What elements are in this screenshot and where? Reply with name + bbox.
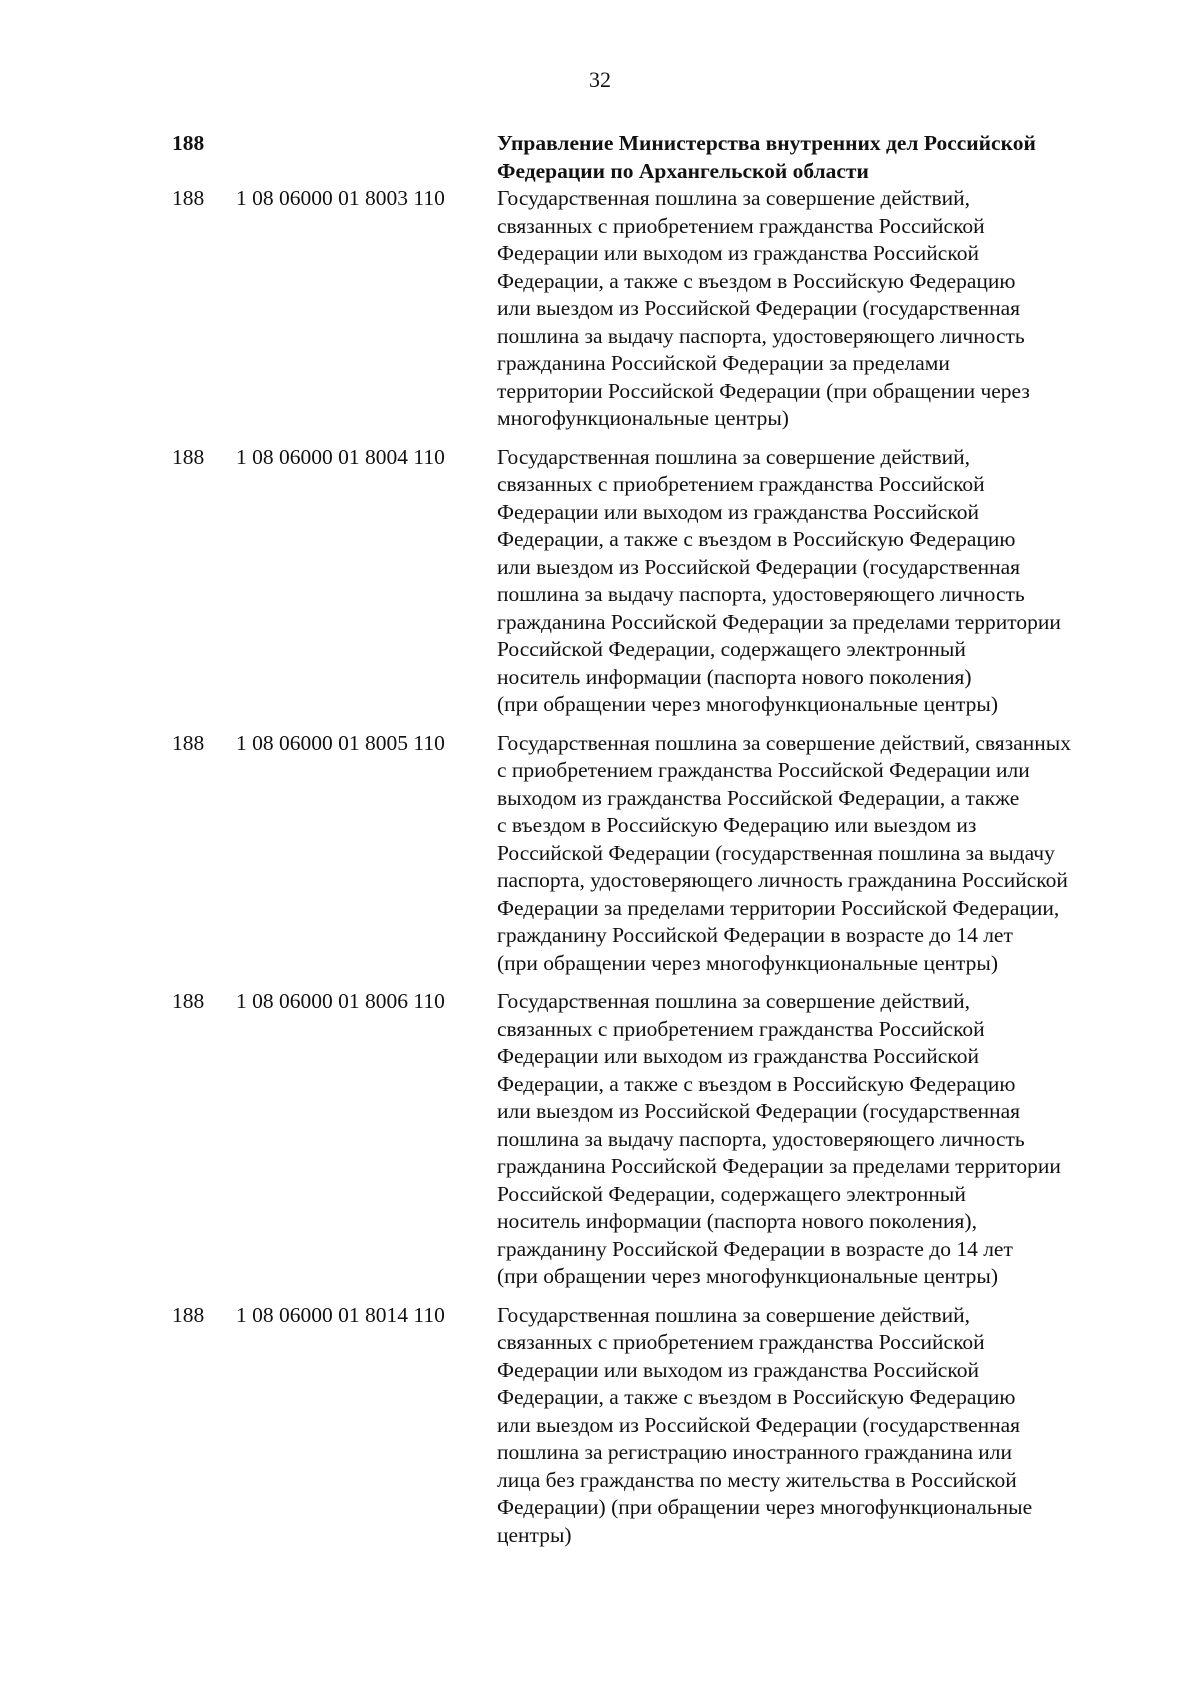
- budget-classification-code-cell: 1 08 06000 01 8005 110: [236, 730, 445, 755]
- description-line: или выездом из Российской Федерации (государственная: [497, 554, 1021, 579]
- description-line: Российской Федерации, содержащего электронный: [497, 637, 966, 661]
- revenue-codes-table: [0, 130, 1200, 1549]
- description-line: Государственная пошлина за совершение действий,: [497, 444, 971, 469]
- administrator-header-row: [0, 130, 1200, 185]
- revenue-description-cell: [497, 988, 1117, 1291]
- administrator-code-cell: 188: [172, 730, 205, 755]
- description-line: Федерации или выходом из гражданства Российской: [497, 1044, 979, 1068]
- revenue-code-row: [0, 730, 1200, 978]
- description-line: с приобретением гражданства Российской Федерации или: [497, 758, 1030, 782]
- revenue-code-rows: [0, 185, 1200, 1549]
- administrator-code-cell: 188: [172, 186, 205, 210]
- administrator-code-cell: 188: [172, 1302, 205, 1327]
- description-line: пошлина за выдачу паспорта, удостоверяющего личность: [497, 323, 1025, 348]
- description-line: носитель информации (паспорта нового поколения): [497, 664, 972, 689]
- description-line: гражданина Российской Федерации за пределами территории: [497, 1154, 1061, 1178]
- administrator-name-line: Федерации по Архангельской области: [497, 158, 869, 183]
- revenue-description-cell: [497, 730, 1117, 978]
- description-line: связанных с приобретением гражданства Российской: [497, 1330, 985, 1354]
- administrator-code-cell: 188: [172, 444, 205, 469]
- description-line: связанных с приобретением гражданства Российской: [497, 213, 985, 238]
- revenue-description-cell: [497, 444, 1117, 719]
- revenue-code-row: [0, 444, 1200, 719]
- description-line: Федерации) (при обращении через многофункциональные: [497, 1495, 1033, 1519]
- budget-classification-code-cell: 1 08 06000 01 8006 110: [236, 989, 445, 1013]
- administrator-code: 188: [172, 131, 205, 155]
- revenue-description-cell: [497, 185, 1117, 433]
- description-line: пошлина за регистрацию иностранного гражданина или: [497, 1440, 1013, 1464]
- description-line: гражданина Российской Федерации за пределами: [497, 351, 950, 375]
- administrator-code-cell: 188: [172, 989, 205, 1013]
- administrator-name-line: Управление Министерства внутренних дел Российской: [497, 131, 1036, 155]
- description-line: или выездом из Российской Федерации (государственная: [497, 296, 1021, 320]
- description-line: или выездом из Российской Федерации (государственная: [497, 1412, 1021, 1437]
- description-line: носитель информации (паспорта нового поколения),: [497, 1209, 977, 1233]
- description-line: связанных с приобретением гражданства Российской: [497, 1016, 985, 1041]
- description-line: лица без гражданства по месту жительства в Российской: [497, 1467, 1017, 1492]
- description-line: гражданину Российской Федерации в возрасте до 14 лет: [497, 1236, 1013, 1261]
- revenue-code-row: [0, 185, 1200, 433]
- description-line: Федерации или выходом из гражданства Российской: [497, 241, 979, 265]
- description-line: центры): [497, 1522, 572, 1547]
- description-line: Федерации или выходом из гражданства Российской: [497, 499, 979, 524]
- budget-classification-code-cell: 1 08 06000 01 8003 110: [236, 186, 445, 210]
- page-number: 32: [589, 67, 611, 92]
- description-line: (при обращении через многофункциональные центры): [497, 692, 999, 716]
- description-line: Государственная пошлина за совершение действий,: [497, 989, 971, 1013]
- description-line: многофункциональные центры): [497, 406, 789, 430]
- description-line: Государственная пошлина за совершение действий,: [497, 186, 971, 210]
- budget-classification-code-cell: 1 08 06000 01 8014 110: [236, 1302, 445, 1327]
- description-line: Государственная пошлина за совершение действий,: [497, 1302, 971, 1327]
- administrator-name: [497, 130, 1117, 185]
- description-line: выходом из гражданства Российской Федерации, а также: [497, 785, 1020, 810]
- description-line: с въездом в Российскую Федерацию или выездом из: [497, 813, 977, 837]
- description-line: или выездом из Российской Федерации (государственная: [497, 1099, 1021, 1123]
- description-line: Федерации за пределами территории Российской Федерации,: [497, 895, 1060, 920]
- description-line: Государственная пошлина за совершение действий, связанных: [497, 730, 1071, 755]
- description-line: (при обращении через многофункциональные центры): [497, 950, 999, 975]
- description-line: связанных с приобретением гражданства Российской: [497, 472, 985, 496]
- description-line: паспорта, удостоверяющего личность гражданина Российской: [497, 868, 1068, 892]
- description-line: Российской Федерации (государственная пошлина за выдачу: [497, 840, 1055, 865]
- budget-classification-code-cell: 1 08 06000 01 8004 110: [236, 444, 445, 469]
- description-line: гражданина Российской Федерации за пределами территории: [497, 609, 1061, 634]
- description-line: гражданину Российской Федерации в возрасте до 14 лет: [497, 923, 1013, 947]
- description-line: (при обращении через многофункциональные центры): [497, 1264, 999, 1288]
- description-line: Федерации, а также с въездом в Российскую Федерацию: [497, 527, 1016, 551]
- revenue-description-cell: [497, 1302, 1117, 1550]
- description-line: пошлина за выдачу паспорта, удостоверяющего личность: [497, 1126, 1025, 1151]
- description-line: территории Российской Федерации (при обращении через: [497, 378, 1030, 403]
- revenue-code-row: [0, 1302, 1200, 1550]
- description-line: пошлина за выдачу паспорта, удостоверяющего личность: [497, 582, 1025, 606]
- description-line: Российской Федерации, содержащего электронный: [497, 1181, 966, 1206]
- description-line: Федерации, а также с въездом в Российскую Федерацию: [497, 1385, 1016, 1409]
- description-line: Федерации или выходом из гражданства Российской: [497, 1357, 979, 1382]
- description-line: Федерации, а также с въездом в Российскую Федерацию: [497, 268, 1016, 293]
- description-line: Федерации, а также с въездом в Российскую Федерацию: [497, 1071, 1016, 1096]
- revenue-code-row: [0, 988, 1200, 1291]
